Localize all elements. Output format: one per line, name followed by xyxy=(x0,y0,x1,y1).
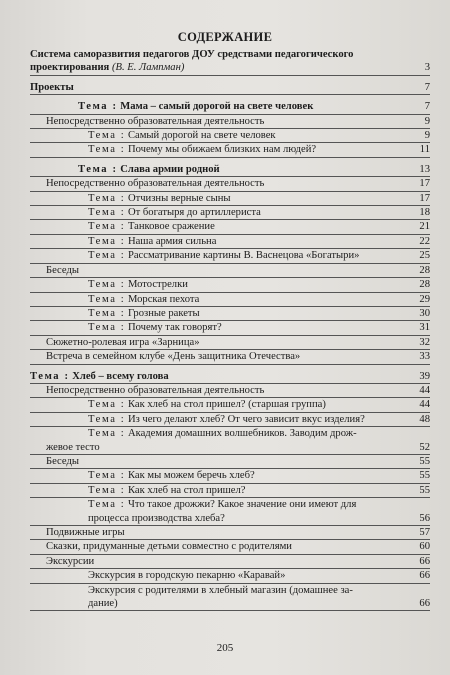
toc-entry-title xyxy=(30,321,408,334)
toc-page-number: 33 xyxy=(419,351,430,363)
toc-entry-text: дание) xyxy=(88,598,118,610)
toc-entry-text: Танковое сражение xyxy=(127,221,215,233)
toc-entry[interactable] xyxy=(30,526,430,540)
toc-page-number: 39 xyxy=(419,370,430,382)
toc-entry-title xyxy=(30,249,408,262)
toc-entry-text: Проекты xyxy=(30,81,74,93)
toc-page-number: 56 xyxy=(419,512,430,524)
toc-entry-text: Встреча в семейном клубе «День защитника Отечества» xyxy=(46,351,301,363)
toc-entry[interactable] xyxy=(30,129,430,143)
toc-entry-text: Рассматривание картины В. Васнецова «Богатыри» xyxy=(127,250,360,262)
toc-topic-label: Тема : xyxy=(88,499,126,511)
toc-entry-text: Непосредственно образовательная деятельность xyxy=(46,384,265,396)
toc-author: (В. Е. Лампман) xyxy=(111,62,185,74)
toc-entry[interactable] xyxy=(30,336,430,350)
toc-entry[interactable] xyxy=(30,384,430,398)
toc-topic-label: Тема : xyxy=(88,293,126,305)
toc-page-number: 55 xyxy=(419,455,430,467)
toc-topic-label: Тема : xyxy=(88,428,126,440)
toc-entry-text: Слава армии родной xyxy=(120,163,220,175)
toc-page-number: 52 xyxy=(419,441,430,453)
toc-entry-text: жевое тесто xyxy=(46,441,100,453)
page-number: 205 xyxy=(216,642,234,654)
toc-entry[interactable] xyxy=(30,235,430,249)
page-title: СОДЕРЖАНИЕ xyxy=(177,30,273,44)
toc-page-number: 30 xyxy=(419,307,430,319)
toc-topic-label: Тема : xyxy=(78,163,118,175)
toc-entry-title xyxy=(30,192,408,205)
toc-entry[interactable] xyxy=(30,177,430,191)
toc-topic-label: Тема : xyxy=(88,235,126,247)
toc-entry-title xyxy=(30,398,408,411)
toc-entry[interactable] xyxy=(30,307,430,321)
toc-entry-text: Непосредственно образовательная деятельность xyxy=(46,178,265,190)
toc-entry[interactable] xyxy=(30,484,430,498)
table-of-contents xyxy=(30,48,430,611)
toc-entry-title xyxy=(30,484,408,497)
toc-page-number: 32 xyxy=(419,336,430,348)
toc-page-number: 7 xyxy=(424,81,430,93)
toc-page-number: 66 xyxy=(419,570,430,582)
toc-entry[interactable] xyxy=(30,264,430,278)
toc-entry-title xyxy=(30,177,408,190)
toc-topic-label: Тема : xyxy=(88,221,126,233)
toc-entry[interactable] xyxy=(30,469,430,483)
toc-entry-text: Самый дорогой на свете человек xyxy=(127,130,276,142)
toc-entry[interactable] xyxy=(30,569,430,583)
toc-page-number: 66 xyxy=(419,555,430,567)
toc-topic-label: Тема : xyxy=(88,144,126,156)
toc-entry-title xyxy=(30,336,408,349)
toc-entry[interactable] xyxy=(30,206,430,220)
toc-entry-title xyxy=(30,384,408,397)
toc-topic-label: Тема : xyxy=(88,207,126,219)
toc-entry[interactable] xyxy=(30,163,430,177)
toc-topic-label: Тема : xyxy=(88,322,126,334)
toc-entry-title xyxy=(30,61,408,74)
toc-page-number: 44 xyxy=(419,384,430,396)
toc-entry[interactable] xyxy=(30,597,430,611)
toc-page-number: 25 xyxy=(419,250,430,262)
toc-entry-text: Сказки, придуманные детьми совместно с родителями xyxy=(46,541,292,553)
toc-entry[interactable] xyxy=(30,512,430,526)
toc-entry[interactable] xyxy=(30,398,430,412)
toc-entry-title xyxy=(30,293,408,306)
toc-entry-text: Мотострелки xyxy=(127,279,188,291)
toc-entry[interactable] xyxy=(30,441,430,455)
toc-topic-label: Тема : xyxy=(88,307,126,319)
toc-page-number: 21 xyxy=(419,221,430,233)
toc-entry-title xyxy=(30,441,408,454)
toc-entry-text: Почему так говорят? xyxy=(127,322,222,334)
toc-entry-text: Как хлеб на стол пришел? (старшая группа) xyxy=(127,399,326,411)
toc-page-number: 17 xyxy=(419,192,430,204)
toc-entry-text: Отчизны верные сыны xyxy=(127,192,231,204)
toc-entry-title xyxy=(30,427,408,440)
toc-entry-title xyxy=(30,498,408,511)
toc-entry[interactable] xyxy=(30,100,430,114)
toc-page-number: 18 xyxy=(419,207,430,219)
toc-page-number: 44 xyxy=(419,399,430,411)
toc-page-number: 3 xyxy=(424,62,430,74)
toc-entry-title xyxy=(30,48,408,61)
toc-entry-title xyxy=(30,540,408,553)
toc-entry-title xyxy=(30,526,408,539)
toc-entry-text: Из чего делают хлеб? От чего зависит вкус изделия? xyxy=(127,413,365,425)
toc-page-number: 31 xyxy=(419,322,430,334)
toc-entry-text: Грозные ракеты xyxy=(127,307,200,319)
toc-entry-text: Экскурсия с родителями в хлебный магазин (домашнее за- xyxy=(88,584,353,596)
toc-entry-title xyxy=(30,413,408,426)
toc-page-number: 17 xyxy=(419,178,430,190)
toc-topic-label: Тема : xyxy=(78,101,118,113)
toc-topic-label: Тема : xyxy=(88,413,126,425)
toc-entry-title xyxy=(30,115,408,128)
toc-entry-text: Наша армия сильна xyxy=(127,235,217,247)
toc-entry-title xyxy=(30,512,408,525)
toc-page-number: 9 xyxy=(424,115,430,127)
toc-entry[interactable] xyxy=(30,61,430,75)
toc-entry-text: Сюжетно-ролевая игра «Зарница» xyxy=(46,336,200,348)
toc-entry-text: Экскурсии xyxy=(46,555,95,567)
toc-entry[interactable] xyxy=(30,81,430,95)
toc-entry[interactable] xyxy=(30,413,430,427)
toc-topic-label: Тема : xyxy=(88,192,126,204)
toc-entry-title xyxy=(30,100,408,113)
toc-entry-title xyxy=(30,555,408,568)
toc-page-number: 28 xyxy=(419,279,430,291)
toc-page-number: 48 xyxy=(419,413,430,425)
toc-entry-title xyxy=(30,143,408,156)
toc-entry[interactable] xyxy=(30,48,430,61)
toc-entry-title xyxy=(30,584,408,597)
toc-page-number: 29 xyxy=(419,293,430,305)
toc-entry-title xyxy=(30,370,408,383)
toc-entry-text: Морская пехота xyxy=(127,293,200,305)
toc-entry-title xyxy=(30,220,408,233)
toc-entry-text: Почему мы обижаем близких нам людей? xyxy=(127,144,317,156)
toc-topic-label: Тема : xyxy=(88,484,126,496)
toc-topic-label: Тема : xyxy=(88,399,126,411)
toc-entry[interactable] xyxy=(30,498,430,511)
toc-entry-text: проектирования xyxy=(30,62,110,74)
toc-entry-title xyxy=(30,350,408,363)
toc-page-number: 7 xyxy=(424,101,430,113)
toc-topic-label: Тема : xyxy=(88,130,126,142)
toc-entry[interactable] xyxy=(30,293,430,307)
toc-entry[interactable] xyxy=(30,584,430,597)
toc-entry-text: Мама – самый дорогой на свете человек xyxy=(120,101,314,113)
toc-entry-title xyxy=(30,206,408,219)
toc-entry-text: Хлеб – всему голова xyxy=(72,370,169,382)
toc-entry-title xyxy=(30,307,408,320)
toc-entry-title xyxy=(30,597,408,610)
toc-entry-text: Как хлеб на стол пришел? xyxy=(127,484,246,496)
toc-entry[interactable] xyxy=(30,540,430,554)
toc-entry[interactable] xyxy=(30,555,430,569)
toc-entry-text: Как мы можем беречь хлеб? xyxy=(127,470,255,482)
toc-entry[interactable] xyxy=(30,370,430,384)
toc-entry-title xyxy=(30,569,408,582)
toc-page-number: 66 xyxy=(419,598,430,610)
toc-entry-text: Непосредственно образовательная деятельность xyxy=(46,115,265,127)
toc-entry-text: Академия домашних волшебников. Заводим дрож- xyxy=(127,428,357,440)
toc-page-number: 22 xyxy=(419,235,430,247)
toc-entry-text: Система саморазвития педагогов ДОУ средствами педагогического xyxy=(30,49,354,60)
toc-topic-label: Тема : xyxy=(88,279,126,291)
toc-entry-text: Беседы xyxy=(46,455,79,467)
toc-entry-title xyxy=(30,235,408,248)
toc-entry[interactable] xyxy=(30,115,430,129)
toc-entry-title xyxy=(30,264,408,277)
toc-topic-label: Тема : xyxy=(88,470,126,482)
toc-entry-title xyxy=(30,163,408,176)
toc-entry[interactable] xyxy=(30,350,430,364)
toc-entry-title xyxy=(30,278,408,291)
toc-entry[interactable] xyxy=(30,427,430,440)
toc-entry[interactable] xyxy=(30,278,430,292)
toc-entry-text: Что такое дрожжи? Какое значение они имеют для xyxy=(127,499,357,511)
toc-entry[interactable] xyxy=(30,455,430,469)
toc-entry-title xyxy=(30,455,408,468)
toc-entry[interactable] xyxy=(30,143,430,157)
toc-topic-label: Тема : xyxy=(88,250,126,262)
toc-page-number: 57 xyxy=(419,527,430,538)
toc-entry-title xyxy=(30,469,408,482)
toc-page-number: 9 xyxy=(424,130,430,142)
toc-entry[interactable] xyxy=(30,192,430,206)
toc-page-number: 55 xyxy=(419,484,430,496)
toc-entry-text: процесса производства хлеба? xyxy=(88,512,225,524)
toc-page-number: 55 xyxy=(419,470,430,482)
toc-page-number: 28 xyxy=(419,264,430,276)
toc-page-number: 60 xyxy=(419,541,430,553)
toc-entry-text: Экскурсия в городскую пекарню «Каравай» xyxy=(88,570,286,582)
toc-entry[interactable] xyxy=(30,220,430,234)
toc-page-number: 11 xyxy=(419,144,430,156)
toc-topic-label: Тема : xyxy=(30,370,70,382)
toc-entry-text: Подвижные игры xyxy=(46,527,125,538)
toc-entry-title xyxy=(30,81,408,94)
toc-entry-text: От богатыря до артиллериста xyxy=(127,207,261,219)
toc-entry[interactable] xyxy=(30,249,430,263)
toc-entry[interactable] xyxy=(30,321,430,335)
toc-entry-title xyxy=(30,129,408,142)
toc-page-number: 13 xyxy=(419,163,430,175)
toc-entry-text: Беседы xyxy=(46,264,79,276)
